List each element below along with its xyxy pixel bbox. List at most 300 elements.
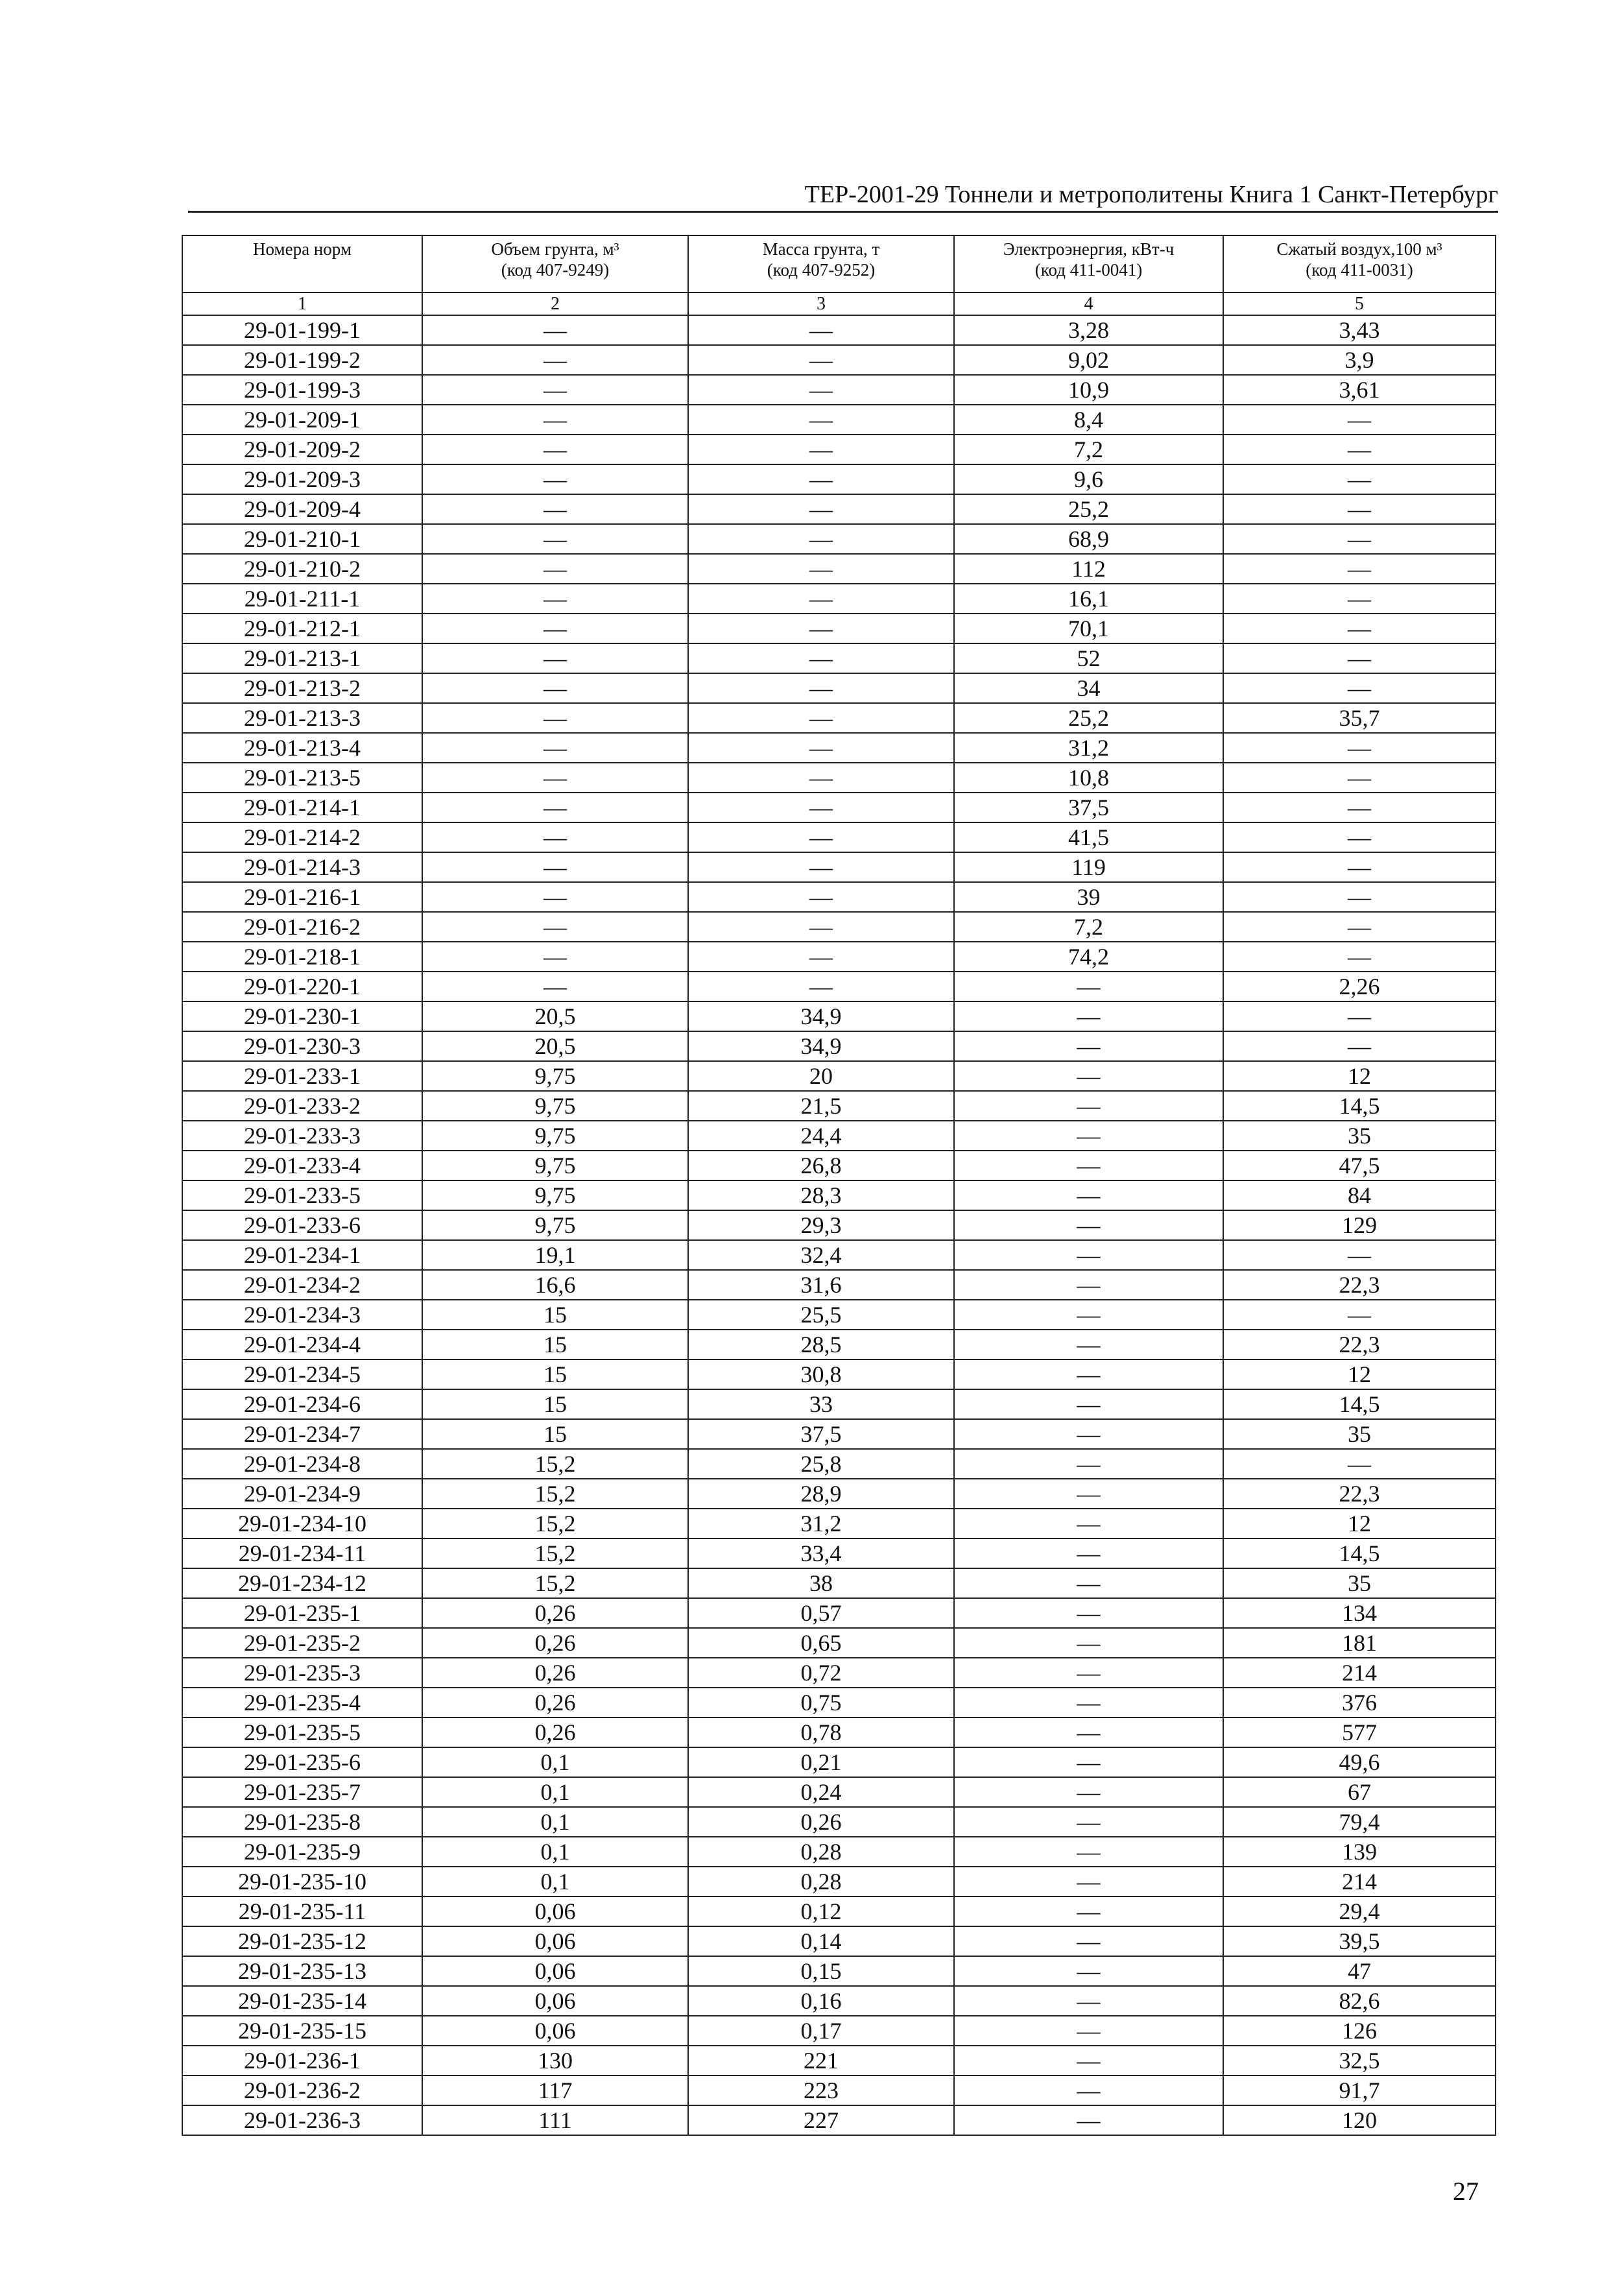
norm-number-cell: 29-01-235-2 (182, 1628, 422, 1658)
norm-number-cell: 29-01-209-1 (182, 405, 422, 435)
table-cell: 0,24 (688, 1777, 954, 1807)
table-cell: — (1223, 1449, 1496, 1479)
table-cell: 0,14 (688, 1926, 954, 1956)
table-row (182, 733, 1496, 763)
norm-number-cell: 29-01-234-9 (182, 1479, 422, 1509)
table-cell: 2,26 (1223, 972, 1496, 1001)
table-row (182, 1151, 1496, 1180)
table-cell: — (688, 912, 954, 942)
table-row (182, 763, 1496, 793)
table-cell: — (954, 1061, 1223, 1091)
table-row (182, 1598, 1496, 1628)
norm-number-cell: 29-01-235-11 (182, 1896, 422, 1926)
table-cell: — (1223, 435, 1496, 464)
norm-number-cell: 29-01-234-3 (182, 1300, 422, 1330)
table-cell: — (688, 852, 954, 882)
norm-number-cell: 29-01-234-5 (182, 1359, 422, 1389)
table-row (182, 1449, 1496, 1479)
table-cell: — (1223, 554, 1496, 584)
norm-number-cell: 29-01-230-3 (182, 1031, 422, 1061)
table-row (182, 1538, 1496, 1568)
table-cell: 22,3 (1223, 1479, 1496, 1509)
table-cell: 16,1 (954, 584, 1223, 614)
table-cell: — (422, 315, 688, 345)
table-cell: — (688, 882, 954, 912)
table-cell: 12 (1223, 1509, 1496, 1538)
norm-number-cell: 29-01-235-14 (182, 1986, 422, 2016)
norm-number-cell: 29-01-235-9 (182, 1837, 422, 1867)
table-row (182, 1061, 1496, 1091)
norm-number-cell: 29-01-216-2 (182, 912, 422, 942)
norm-number-cell: 29-01-234-1 (182, 1240, 422, 1270)
norm-number-cell: 29-01-236-1 (182, 2046, 422, 2076)
table-cell: — (1223, 912, 1496, 942)
table-row (182, 1568, 1496, 1598)
table-cell: 67 (1223, 1777, 1496, 1807)
table-cell: — (688, 614, 954, 643)
table-row (182, 1479, 1496, 1509)
norm-number-cell: 29-01-234-7 (182, 1419, 422, 1449)
table-cell: 31,2 (954, 733, 1223, 763)
table-row (182, 1330, 1496, 1359)
table-cell: 37,5 (688, 1419, 954, 1449)
table-cell: 577 (1223, 1717, 1496, 1747)
column-number: 5 (1223, 293, 1496, 315)
table-cell: 0,28 (688, 1837, 954, 1867)
norm-number-cell: 29-01-235-8 (182, 1807, 422, 1837)
norm-number-cell: 29-01-213-5 (182, 763, 422, 793)
page-number: 27 (1453, 2177, 1479, 2206)
table-cell: — (954, 1210, 1223, 1240)
table-cell: 26,8 (688, 1151, 954, 1180)
table-row (182, 852, 1496, 882)
table-cell: 111 (422, 2105, 688, 2135)
norm-number-cell: 29-01-235-10 (182, 1867, 422, 1896)
table-cell: 0,1 (422, 1747, 688, 1777)
table-cell: — (954, 2046, 1223, 2076)
table-cell: — (954, 1926, 1223, 1956)
table-row (182, 2105, 1496, 2135)
table-cell: — (954, 1896, 1223, 1926)
table-cell: 34,9 (688, 1031, 954, 1061)
table-cell: 126 (1223, 2016, 1496, 2046)
table-cell: — (954, 1359, 1223, 1389)
table-cell: 35 (1223, 1419, 1496, 1449)
table-cell: — (954, 2016, 1223, 2046)
norm-number-cell: 29-01-235-6 (182, 1747, 422, 1777)
table-row (182, 584, 1496, 614)
table-cell: — (1223, 852, 1496, 882)
table-cell: 20,5 (422, 1001, 688, 1031)
norm-number-cell: 29-01-230-1 (182, 1001, 422, 1031)
table-cell: — (954, 1180, 1223, 1210)
table-row (182, 1956, 1496, 1986)
norm-number-cell: 29-01-209-4 (182, 494, 422, 524)
norm-number-cell: 29-01-218-1 (182, 942, 422, 972)
table-cell: — (1223, 1240, 1496, 1270)
table-cell: — (954, 1449, 1223, 1479)
table-cell: — (422, 494, 688, 524)
table-row (182, 643, 1496, 673)
table-cell: 214 (1223, 1658, 1496, 1688)
table-cell: 20,5 (422, 1031, 688, 1061)
table-cell: 112 (954, 554, 1223, 584)
table-cell: 91,7 (1223, 2076, 1496, 2105)
table-row (182, 1688, 1496, 1717)
table-cell: 0,26 (422, 1598, 688, 1628)
table-row (182, 942, 1496, 972)
table-cell: 25,2 (954, 494, 1223, 524)
table-cell: 10,8 (954, 763, 1223, 793)
table-row (182, 1359, 1496, 1389)
table-cell: — (954, 1777, 1223, 1807)
table-cell: 68,9 (954, 524, 1223, 554)
table-cell: 0,17 (688, 2016, 954, 2046)
table-cell: — (422, 405, 688, 435)
table-row (182, 1717, 1496, 1747)
table-row (182, 673, 1496, 703)
table-cell: — (422, 703, 688, 733)
table-cell: 14,5 (1223, 1389, 1496, 1419)
table-cell: 8,4 (954, 405, 1223, 435)
table-cell: — (1223, 733, 1496, 763)
table-cell: 34,9 (688, 1001, 954, 1031)
table-cell: 32,4 (688, 1240, 954, 1270)
norm-number-cell: 29-01-235-3 (182, 1658, 422, 1688)
table-cell: 35 (1223, 1568, 1496, 1598)
table-cell: 120 (1223, 2105, 1496, 2135)
table-cell: — (1223, 822, 1496, 852)
table-row (182, 435, 1496, 464)
norm-number-cell: 29-01-233-5 (182, 1180, 422, 1210)
norm-number-cell: 29-01-233-2 (182, 1091, 422, 1121)
norm-number-cell: 29-01-234-10 (182, 1509, 422, 1538)
table-row (182, 1300, 1496, 1330)
table-cell: 33 (688, 1389, 954, 1419)
table-cell: — (688, 375, 954, 405)
norm-number-cell: 29-01-235-7 (182, 1777, 422, 1807)
table-cell: — (688, 405, 954, 435)
table-cell: — (688, 703, 954, 733)
table-cell: 9,75 (422, 1210, 688, 1240)
norm-number-cell: 29-01-233-4 (182, 1151, 422, 1180)
table-cell: — (422, 793, 688, 822)
table-cell: — (954, 1717, 1223, 1747)
norm-number-cell: 29-01-234-4 (182, 1330, 422, 1359)
table-cell: 15,2 (422, 1568, 688, 1598)
norm-number-cell: 29-01-213-4 (182, 733, 422, 763)
table-cell: 3,61 (1223, 375, 1496, 405)
norm-number-cell: 29-01-216-1 (182, 882, 422, 912)
column-number: 3 (688, 293, 954, 315)
table-cell: — (688, 554, 954, 584)
table-cell: — (688, 584, 954, 614)
table-cell: 0,06 (422, 2016, 688, 2046)
table-cell: — (954, 1986, 1223, 2016)
table-row (182, 1031, 1496, 1061)
table-cell: 38 (688, 1568, 954, 1598)
table-cell: 0,57 (688, 1598, 954, 1628)
norm-number-cell: 29-01-236-3 (182, 2105, 422, 2135)
table-cell: — (954, 1807, 1223, 1837)
norm-number-cell: 29-01-234-11 (182, 1538, 422, 1568)
column-header-compressed-air: Сжатый воздух,100 м³ (код 411-0031) (1223, 235, 1496, 293)
norm-number-cell: 29-01-214-3 (182, 852, 422, 882)
norm-number-cell: 29-01-234-2 (182, 1270, 422, 1300)
table-cell: 134 (1223, 1598, 1496, 1628)
table-cell: 0,26 (422, 1717, 688, 1747)
table-row (182, 1001, 1496, 1031)
table-cell: 181 (1223, 1628, 1496, 1658)
table-cell: — (954, 1389, 1223, 1419)
table-cell: 16,6 (422, 1270, 688, 1300)
table-row (182, 1270, 1496, 1300)
table-cell: 35 (1223, 1121, 1496, 1151)
table-cell: — (1223, 1031, 1496, 1061)
norm-number-cell: 29-01-212-1 (182, 614, 422, 643)
table-cell: 227 (688, 2105, 954, 2135)
table-cell: — (954, 1240, 1223, 1270)
table-cell: — (954, 2105, 1223, 2135)
norm-number-cell: 29-01-213-2 (182, 673, 422, 703)
column-header-soil-mass: Масса грунта, т (код 407-9252) (688, 235, 954, 293)
table-cell: 117 (422, 2076, 688, 2105)
norm-number-cell: 29-01-220-1 (182, 972, 422, 1001)
table-cell: — (954, 1091, 1223, 1121)
table-cell: — (1223, 1001, 1496, 1031)
table-cell: — (688, 972, 954, 1001)
table-row (182, 2076, 1496, 2105)
norm-number-cell: 29-01-213-1 (182, 643, 422, 673)
table-cell: 25,5 (688, 1300, 954, 1330)
table-cell: 79,4 (1223, 1807, 1496, 1837)
page-header-title: ТЕР-2001-29 Тоннели и метрополитены Книга 1 Санкт-Петербург (188, 178, 1498, 213)
table-cell: — (422, 852, 688, 882)
norm-number-cell: 29-01-210-1 (182, 524, 422, 554)
table-cell: — (954, 1270, 1223, 1300)
table-cell: — (688, 673, 954, 703)
table-cell: 0,1 (422, 1837, 688, 1867)
table-cell: — (1223, 882, 1496, 912)
table-row (182, 793, 1496, 822)
table-cell: 31,2 (688, 1509, 954, 1538)
table-cell: 31,6 (688, 1270, 954, 1300)
table-cell: — (1223, 494, 1496, 524)
table-row (182, 1658, 1496, 1688)
table-row (182, 912, 1496, 942)
table-cell: 15 (422, 1419, 688, 1449)
table-cell: 29,3 (688, 1210, 954, 1240)
norm-number-cell: 29-01-235-5 (182, 1717, 422, 1747)
table-cell: — (954, 1479, 1223, 1509)
table-cell: 29,4 (1223, 1896, 1496, 1926)
table-row (182, 345, 1496, 375)
table-cell: 35,7 (1223, 703, 1496, 733)
table-row (182, 405, 1496, 435)
table-cell: 0,12 (688, 1896, 954, 1926)
table-cell: — (954, 1330, 1223, 1359)
table-cell: — (422, 673, 688, 703)
table-cell: — (954, 1509, 1223, 1538)
table-row (182, 315, 1496, 345)
table-cell: — (422, 972, 688, 1001)
table-cell: 7,2 (954, 435, 1223, 464)
table-row (182, 554, 1496, 584)
table-cell: 9,75 (422, 1091, 688, 1121)
norm-number-cell: 29-01-235-13 (182, 1956, 422, 1986)
table-cell: — (1223, 793, 1496, 822)
table-cell: 12 (1223, 1061, 1496, 1091)
table-cell: 41,5 (954, 822, 1223, 852)
table-cell: — (422, 554, 688, 584)
table-cell: 15,2 (422, 1449, 688, 1479)
table-cell: 12 (1223, 1359, 1496, 1389)
table-cell: — (954, 1956, 1223, 1986)
table-row (182, 2046, 1496, 2076)
table-cell: 14,5 (1223, 1091, 1496, 1121)
table-row (182, 524, 1496, 554)
norm-number-cell: 29-01-214-2 (182, 822, 422, 852)
table-cell: 15 (422, 1300, 688, 1330)
norm-number-cell: 29-01-234-12 (182, 1568, 422, 1598)
table-cell: 84 (1223, 1180, 1496, 1210)
table-cell: — (688, 643, 954, 673)
table-cell: 129 (1223, 1210, 1496, 1240)
norm-number-cell: 29-01-209-2 (182, 435, 422, 464)
column-header-norm-numbers: Номера норм (182, 235, 422, 293)
table-cell: — (954, 1628, 1223, 1658)
table-cell: — (422, 524, 688, 554)
table-cell: 37,5 (954, 793, 1223, 822)
table-cell: 0,06 (422, 1986, 688, 2016)
table-cell: — (1223, 614, 1496, 643)
norm-number-cell: 29-01-235-15 (182, 2016, 422, 2046)
table-cell: — (422, 464, 688, 494)
table-cell: — (688, 733, 954, 763)
table-row (182, 1807, 1496, 1837)
table-cell: 15,2 (422, 1479, 688, 1509)
table-cell: 15 (422, 1330, 688, 1359)
table-cell: — (954, 1837, 1223, 1867)
table-cell: — (422, 733, 688, 763)
table-row (182, 1091, 1496, 1121)
table-row (182, 464, 1496, 494)
table-row (182, 1747, 1496, 1777)
table-cell: — (1223, 584, 1496, 614)
table-cell: 33,4 (688, 1538, 954, 1568)
table-cell: 14,5 (1223, 1538, 1496, 1568)
table-cell: — (1223, 1300, 1496, 1330)
table-cell: 22,3 (1223, 1270, 1496, 1300)
norm-number-cell: 29-01-233-1 (182, 1061, 422, 1091)
table-row (182, 1509, 1496, 1538)
table-cell: 0,1 (422, 1807, 688, 1837)
norm-number-cell: 29-01-236-2 (182, 2076, 422, 2105)
table-cell: — (954, 1031, 1223, 1061)
table-row (182, 1210, 1496, 1240)
table-cell: — (422, 763, 688, 793)
table-cell: 25,2 (954, 703, 1223, 733)
table-cell: — (422, 584, 688, 614)
table-cell: — (422, 345, 688, 375)
table-cell: — (688, 524, 954, 554)
table-cell: 47 (1223, 1956, 1496, 1986)
table-row (182, 1628, 1496, 1658)
table-cell: 0,26 (688, 1807, 954, 1837)
table-cell: — (1223, 763, 1496, 793)
table-cell: — (954, 2076, 1223, 2105)
table-cell: — (688, 315, 954, 345)
table-cell: — (954, 1598, 1223, 1628)
table-row (182, 1389, 1496, 1419)
table-cell: — (1223, 464, 1496, 494)
table-cell: — (688, 822, 954, 852)
table-cell: — (954, 1538, 1223, 1568)
table-body (182, 315, 1496, 2135)
table-cell: 3,9 (1223, 345, 1496, 375)
table-cell: — (954, 1151, 1223, 1180)
table-cell: 52 (954, 643, 1223, 673)
table-cell: — (688, 435, 954, 464)
table-cell: — (1223, 524, 1496, 554)
table-cell: — (422, 822, 688, 852)
table-cell: 28,9 (688, 1479, 954, 1509)
table-cell: 20 (688, 1061, 954, 1091)
table-cell: — (954, 1688, 1223, 1717)
table-cell: — (688, 464, 954, 494)
table-cell: — (954, 1568, 1223, 1598)
table-cell: — (688, 763, 954, 793)
table-row (182, 375, 1496, 405)
table-cell: 39 (954, 882, 1223, 912)
table-cell: — (422, 643, 688, 673)
table-cell: — (1223, 643, 1496, 673)
norm-number-cell: 29-01-209-3 (182, 464, 422, 494)
table-cell: 376 (1223, 1688, 1496, 1717)
norm-number-cell: 29-01-235-4 (182, 1688, 422, 1717)
table-header-row (182, 235, 1496, 293)
table-row (182, 1867, 1496, 1896)
norm-number-cell: 29-01-234-6 (182, 1389, 422, 1419)
table-cell: — (688, 793, 954, 822)
table-row (182, 1121, 1496, 1151)
norms-table (182, 235, 1496, 2136)
table-cell: 0,26 (422, 1658, 688, 1688)
table-cell: 214 (1223, 1867, 1496, 1896)
norm-number-cell: 29-01-235-1 (182, 1598, 422, 1628)
table-cell: — (1223, 405, 1496, 435)
table-cell: — (422, 882, 688, 912)
table-row (182, 1896, 1496, 1926)
table-cell: 24,4 (688, 1121, 954, 1151)
table-cell: 25,8 (688, 1449, 954, 1479)
table-cell: 3,43 (1223, 315, 1496, 345)
table-cell: — (422, 912, 688, 942)
table-row (182, 1419, 1496, 1449)
table-cell: 9,6 (954, 464, 1223, 494)
column-number: 4 (954, 293, 1223, 315)
table-cell: — (954, 1121, 1223, 1151)
table-cell: 15 (422, 1359, 688, 1389)
norm-number-cell: 29-01-233-3 (182, 1121, 422, 1151)
table-row (182, 882, 1496, 912)
table-cell: 74,2 (954, 942, 1223, 972)
table-cell: 0,28 (688, 1867, 954, 1896)
table-cell: — (954, 1300, 1223, 1330)
table-cell: 28,5 (688, 1330, 954, 1359)
table-cell: — (1223, 942, 1496, 972)
table-cell: 0,1 (422, 1867, 688, 1896)
